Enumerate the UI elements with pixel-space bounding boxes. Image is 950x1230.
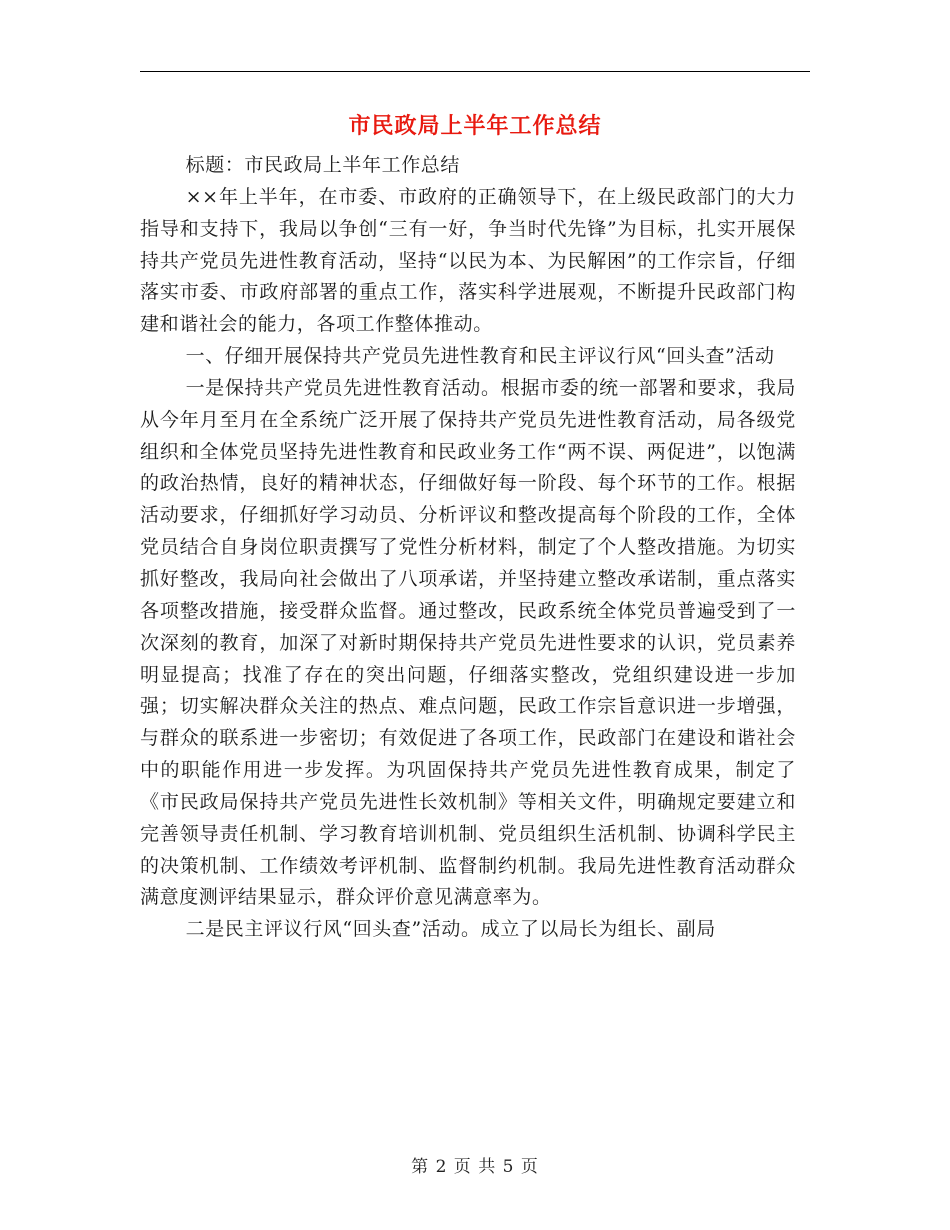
document-body — [140, 150, 796, 946]
page-number: 第 2 页 共 5 页 — [411, 1157, 539, 1177]
paragraph-advanced-education: 一是保持共产党员先进性教育活动。根据市委的统一部署和要求，我局从今年月至月在全系统广泛开展了保持共产党员先进性教育活动，局各级党组织和全体党员坚持先进性教育和民政业务工作“两不误、两促进”，以饱满的政治热情，良好的精神状态，仔细做好每一阶段、每个环节的工作。根据活动要求，仔细抓好学习动员、分析评议和整改提高每个阶段的工作，全体党员结合自身岗位职责撰写了党性分析材料，制定了个人整改措施。为切实抓好整改，我局向社会做出了八项承诺，并坚持建立整改承诺制，重点落实各项整改措施，接受群众监督。通过整改，民政系统全体党员普遍受到了一次深刻的教育，加深了对新时期保持共产党员先进性要求的认识，党员素养明显提高；找准了存在的突出问题，仔细落实整改，党组织建设进一步加强；切实解决群众关注的热点、难点问题，民政工作宗旨意识进一步增强，与群众的联系进一步密切；有效促进了各项工作，民政部门在建设和谐社会中的职能作用进一步发挥。为巩固保持共产党员先进性教育成果，制定了《市民政局保持共产党员先进性长效机制》等相关文件，明确规定要建立和完善领导责任机制、学习教育培训机制、党员组织生活机制、协调科学民主的决策机制、工作绩效考评机制、监督制约机制。我局先进性教育活动群众满意度测评结果显示，群众评价意见满意率为。 — [140, 376, 796, 909]
header-rule — [140, 71, 810, 72]
document-title: 市民政局上半年工作总结 — [348, 113, 602, 139]
paragraph-subject-line: 标题：市民政局上半年工作总结 — [185, 154, 460, 176]
section-heading-one: 一、仔细开展保持共产党员先进性教育和民主评议行风“回头查”活动 — [185, 345, 775, 368]
paragraph-introduction: ××年上半年，在市委、市政府的正确领导下，在上级民政部门的大力指导和支持下，我局以争创“三有一好，争当时代先锋”为目标，扎实开展保持共产党员先进性教育活动，坚持“以民为本、为民解困”的工作宗旨，仔细落实市委、市政府部署的重点工作，落实科学进展观，不断提升民政部门构建和谐社会的能力，各项工作整体推动。 — [140, 185, 796, 336]
paragraph-review-activity: 二是民主评议行风“回头查”活动。成立了以局长为组长、副局 — [185, 918, 716, 941]
